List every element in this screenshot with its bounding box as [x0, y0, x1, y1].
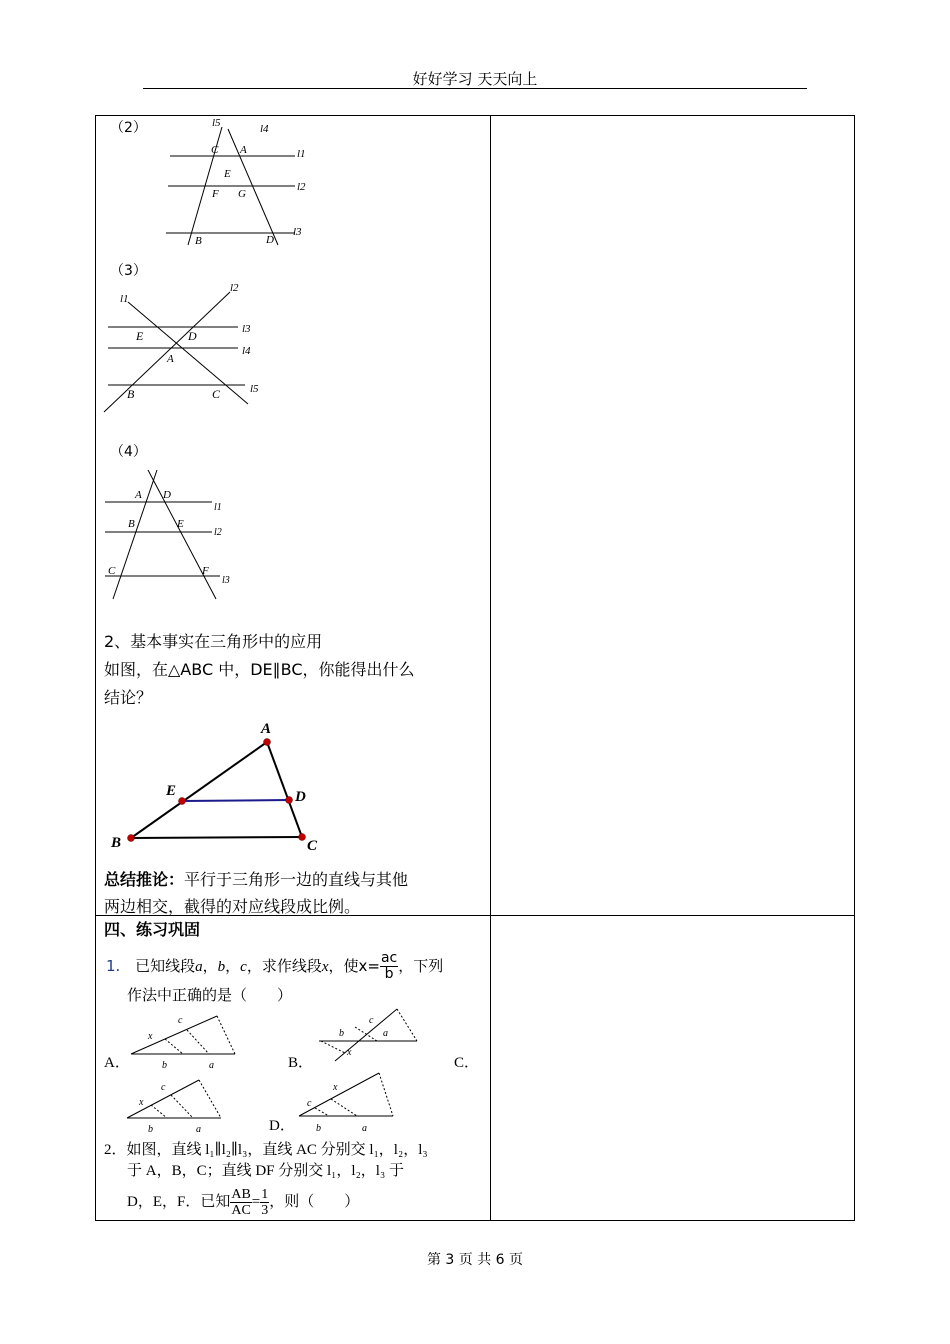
option-d-label[interactable]: D．: [269, 1118, 295, 1134]
q1-formula-denominator: b: [384, 966, 394, 982]
q1-var-b: b: [217, 959, 226, 975]
q2-line2: 于 A，B，C；直线 DF 分别交 l₁，l₂，l₃ 于: [127, 1163, 404, 1179]
figure-2-number: （2）: [110, 120, 147, 136]
section2-title: 2、基本事实在三角形中的应用: [104, 632, 323, 651]
option-c-label-c: c: [161, 1082, 166, 1093]
triangle-label-A: A: [261, 721, 272, 737]
fig2-label-A: A: [240, 144, 247, 156]
option-b-label-a: a: [383, 1028, 388, 1039]
option-b-label[interactable]: B．: [288, 1055, 314, 1071]
q2-value-fraction: [260, 1187, 269, 1218]
option-a-label-a: a: [209, 1060, 214, 1071]
option-a-figure: [125, 1010, 240, 1070]
q2-value-denominator: 3: [261, 1203, 269, 1218]
fig2-label-l3: l3: [293, 226, 302, 238]
q1-formula-numerator: ac: [380, 950, 398, 966]
fig3-label-D: D: [188, 329, 197, 343]
triangle-label-D: D: [295, 789, 306, 805]
figure-3-number: （3）: [110, 263, 147, 279]
fig2-label-l4: l4: [260, 123, 269, 135]
option-a-label-x: x: [148, 1031, 153, 1042]
q1-number: 1.: [106, 957, 121, 975]
page-footer: 第 3 页 共 6 页: [426, 1252, 524, 1268]
q1-formula-fraction: [380, 951, 398, 982]
q1-formula-lhs: x=: [358, 957, 380, 975]
triangle-label-E: E: [166, 783, 177, 799]
option-c-label-a: a: [196, 1124, 201, 1135]
q1-text-after: ，下列: [398, 957, 444, 975]
q1-text-before: 已知线段: [135, 957, 196, 975]
fig2-label-l1: l1: [297, 148, 306, 160]
fig4-label-B: B: [128, 518, 135, 530]
q2-equals: =: [251, 1193, 261, 1210]
triangle-label-B: B: [111, 835, 122, 851]
fig2-label-l2: l2: [297, 181, 306, 193]
fig3-label-l2: l2: [230, 282, 239, 294]
option-d-label-b: b: [316, 1123, 321, 1134]
option-d-label-c: c: [307, 1098, 312, 1109]
page-header: 好好学习 天天向上: [412, 70, 538, 88]
figure-3: [100, 280, 270, 415]
q1-comma2: ，: [225, 957, 241, 975]
fig2-label-G: G: [238, 188, 246, 200]
fig2-label-F: F: [212, 188, 219, 200]
section2-line2: 结论？: [104, 688, 153, 707]
fig2-label-E: E: [224, 168, 231, 180]
q2-ratio-numerator: AB: [231, 1187, 251, 1202]
option-a-label-b: b: [162, 1060, 167, 1071]
fig4-label-l1: l1: [214, 502, 222, 513]
fig3-label-l1: l1: [120, 293, 129, 305]
q2-line3-a: D，E，F．已知: [127, 1193, 231, 1210]
q1-var-a: a: [195, 959, 203, 975]
summary-text1: 平行于三角形一边的直线与其他: [184, 870, 409, 889]
q2-ratio-fraction: [230, 1187, 251, 1218]
fig2-label-B: B: [195, 235, 202, 247]
summary-line2: 两边相交，截得的对应线段成比例。: [104, 897, 361, 916]
q2-line1-text: 如图，直线 l₁∥l₂∥l₃，直线 AC 分别交 l₁，l₂，l₃: [126, 1142, 428, 1158]
section2-line1: 如图，在△ABC 中，DE∥BC，你能得出什么: [104, 660, 415, 679]
section4-title: 四、练习巩固: [104, 920, 201, 939]
q2-ratio-denominator: AC: [231, 1203, 251, 1218]
table-column-divider: [490, 115, 491, 1221]
figure-2: [160, 115, 310, 250]
q2-line3: [127, 1187, 359, 1218]
option-c-label-x: x: [139, 1097, 144, 1108]
fig4-label-F: F: [202, 565, 209, 577]
fig3-label-E: E: [136, 329, 144, 343]
q1-comma1: ，: [202, 957, 218, 975]
option-c-figure: [123, 1072, 233, 1135]
option-c-label[interactable]: C．: [454, 1055, 480, 1071]
q2-number: 2．: [104, 1142, 127, 1158]
figure-4: [100, 465, 240, 605]
fig4-label-l3: l3: [222, 575, 230, 586]
fig2-label-l5: l5: [212, 117, 221, 129]
triangle-figure: [100, 715, 340, 860]
q2-value-numerator: 1: [261, 1187, 269, 1202]
option-d-figure: [295, 1068, 400, 1132]
option-b-label-x: x: [347, 1047, 352, 1058]
fig3-label-B: B: [127, 387, 135, 401]
option-a-label[interactable]: A．: [104, 1055, 130, 1071]
fig3-label-l5: l5: [250, 383, 259, 395]
fig3-label-l3: l3: [242, 323, 251, 335]
fig4-label-C: C: [108, 565, 116, 577]
option-c-label-b: b: [148, 1124, 153, 1135]
q1-var-x: x: [321, 959, 329, 975]
option-a-label-c: c: [178, 1015, 183, 1026]
q1-text-mid2: ，使: [328, 957, 359, 975]
header-rule: [143, 88, 807, 89]
fig3-label-C: C: [212, 387, 221, 401]
summary-label: 总结推论：: [104, 870, 185, 889]
q1-line1: [106, 951, 443, 982]
fig3-label-l4: l4: [242, 345, 251, 357]
option-d-label-a: a: [362, 1123, 367, 1134]
option-d-label-x: x: [333, 1082, 338, 1093]
fig4-label-E: E: [177, 518, 184, 530]
q1-text-mid: ，求作线段: [246, 957, 322, 975]
option-b-label-b: b: [339, 1028, 344, 1039]
option-b-label-c: c: [369, 1015, 374, 1026]
fig4-label-A: A: [135, 489, 142, 501]
fig2-label-D: D: [266, 234, 274, 246]
q1-var-c: c: [240, 959, 247, 975]
q1-line2: 作法中正确的是（ ）: [127, 986, 293, 1004]
fig4-label-l2: l2: [214, 527, 222, 538]
fig2-label-C: C: [211, 144, 219, 156]
summary-line1: [104, 866, 408, 894]
triangle-label-C: C: [307, 838, 318, 854]
option-b-figure: [315, 1003, 425, 1065]
fig4-label-D: D: [163, 489, 171, 501]
figure-4-number: （4）: [110, 444, 147, 460]
fig3-label-A: A: [167, 353, 174, 365]
q2-line3-b: ，则（ ）: [269, 1193, 360, 1210]
